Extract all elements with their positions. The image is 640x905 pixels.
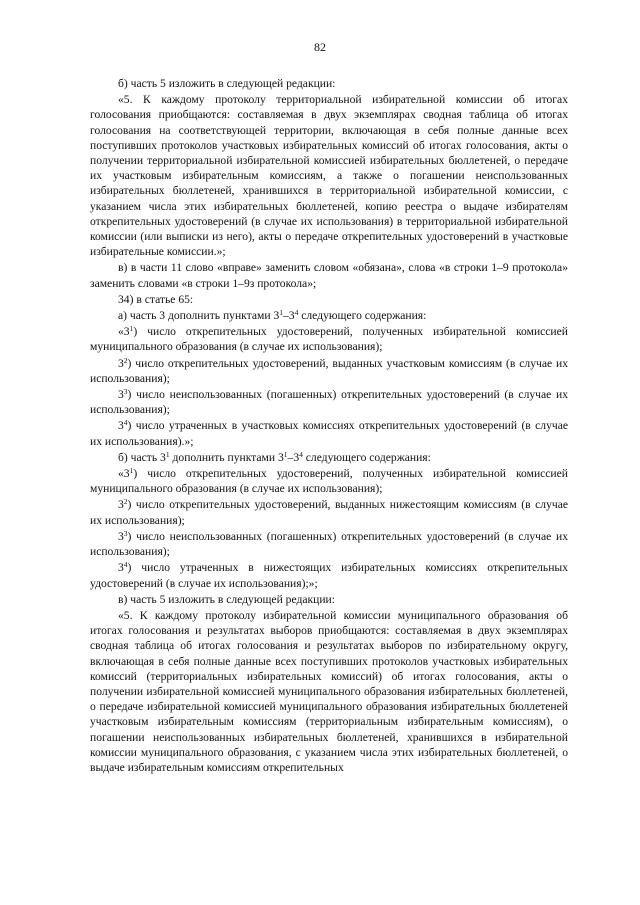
paragraph: [90, 260, 568, 290]
paragraph: [90, 466, 568, 496]
paragraph-text: ) число открепительных удостоверений, выданных участковым комиссиям (в случае их использования);: [90, 356, 568, 385]
superscript-index: 2: [123, 497, 128, 507]
paragraph-text: б) часть 5 изложить в следующей редакции:: [118, 77, 336, 90]
paragraph-text: 3: [118, 388, 124, 402]
superscript-index: 1: [165, 449, 170, 459]
paragraph-text: следующего содержания:: [298, 309, 427, 323]
paragraph-text: ) число неиспользованных (погашенных) открепительных удостоверений (в случае их использования);: [90, 388, 568, 417]
paragraph-text: –3: [287, 450, 300, 464]
paragraph-text: ) число открепительных удостоверений, выданных нижестоящим комиссиям (в случае их использования);: [90, 498, 568, 527]
superscript-index: 3: [123, 387, 128, 397]
superscript-index: 4: [299, 449, 303, 459]
paragraph: [90, 308, 568, 323]
superscript-index: 1: [129, 324, 134, 334]
paragraph-text: «3: [118, 467, 130, 481]
paragraph-text: ) число утраченных в участковых комиссиях открепительных удостоверений (в случае их использования).»;: [90, 419, 568, 448]
paragraph-text: 3: [118, 529, 124, 543]
superscript-index: 4: [123, 418, 128, 428]
superscript-index: 3: [123, 528, 128, 538]
paragraph: [90, 592, 568, 607]
superscript-index: 1: [283, 449, 288, 459]
paragraph: [90, 356, 568, 386]
paragraph: [90, 418, 568, 448]
paragraph: [90, 529, 568, 559]
paragraph-text: следующего содержания:: [302, 450, 431, 464]
superscript-index: 4: [123, 560, 128, 570]
paragraph-text: «5. К каждому протоколу территориальной избирательной комиссии об итогах голосования приобщаются: составляемая в двух экземплярах сводная таблица об итогах голосования на соответствующей территории, включающая в себя полные данные всех поступивших протоколов участковых избирательных комиссий об итогах голосования, акты о получении территориальной избирательной комиссией избирательных бюллетеней, о передаче их участковым избирательным комиссиям, а также о погашении неиспользованных избирательных бюллетеней, хранившихся в территориальной избирательной комиссии, с указанием числа этих избирательных бюллетеней, копию реестра о выдаче избирателям открепительных удостоверений (в случае их использования) в территориальной избирательной комиссии (или выписки из него), акты о передаче открепительных удостоверений в участковые избирательные комиссии.»;: [90, 93, 568, 259]
paragraph-text: ) число неиспользованных (погашенных) открепительных удостоверений (в случае их использования);: [90, 529, 568, 559]
superscript-index: 1: [129, 466, 134, 476]
paragraph-text: ) число утраченных в нижестоящих избирательных комиссиях открепительных удостоверений (в случае их использования);»;: [90, 561, 568, 590]
paragraph-text: ) число открепительных удостоверений, полученных избирательной комиссией муниципального образования (в случае их использования);: [90, 325, 568, 354]
paragraph: [90, 387, 568, 417]
paragraph: [90, 292, 568, 307]
paragraph-text: 3: [118, 561, 124, 575]
paragraph-text: б) часть 3: [118, 450, 166, 464]
paragraph-text: 3: [118, 498, 124, 512]
paragraph-text: 3: [118, 356, 124, 370]
paragraph-text: а) часть 3 дополнить пунктами 3: [118, 309, 280, 323]
paragraph: [90, 560, 568, 590]
superscript-index: 2: [123, 355, 128, 365]
paragraph-text: дополнить пунктами 3: [169, 450, 284, 464]
paragraph-text: «5. К каждому протоколу избирательной комиссии муниципального образования об итогах голосования и результатах выборов приобщаются: составляемая в двух экземплярах сводная таблица об итогах голосования и результатах выборов по избирательному округу, включающая в себя полные данные всех поступивших протоколов участковых избирательных комиссий (территориальных избирательных комиссий) об итогах голосования, акты о получении избирательной комиссией муниципального образования избирательных бюллетеней, о передаче избирательной комиссией муниципального образования избирательных бюллетеней участковым избирательным комиссиям (территориальным избирательным комиссиям), о погашении неиспользованных избирательных бюллетеней, хранившихся в избирательной комиссии муниципального образования, с указанием числа этих избирательных бюллетеней, о выдаче избирательным комиссиям открепительных: [90, 608, 568, 774]
paragraph-text: ) число открепительных удостоверений, полученных избирательной комиссией муниципального образования (в случае их использования);: [90, 467, 568, 496]
paragraph-text: 34) в статье 65:: [118, 292, 194, 306]
paragraph: [90, 608, 568, 775]
paragraph: [90, 76, 568, 91]
superscript-index: 1: [279, 308, 283, 318]
paragraph-text: –3: [283, 309, 295, 323]
superscript-index: 4: [294, 308, 299, 318]
page-number: 82: [314, 40, 326, 54]
paragraph-text: 3: [118, 419, 124, 433]
paragraph-text: в) часть 5 изложить в следующей редакции:: [118, 592, 335, 606]
paragraph: [90, 450, 568, 465]
paragraph: [90, 497, 568, 527]
paragraph: [90, 92, 568, 259]
paragraph-text: «3: [118, 325, 130, 339]
paragraph-text: в) в части 11 слово «вправе» заменить словом «обязана», слова «в строки 1–9 протокола» заменить словами «в строки 1–9з протокола»;: [90, 261, 568, 290]
document-body: [90, 76, 568, 776]
paragraph: [90, 324, 568, 354]
